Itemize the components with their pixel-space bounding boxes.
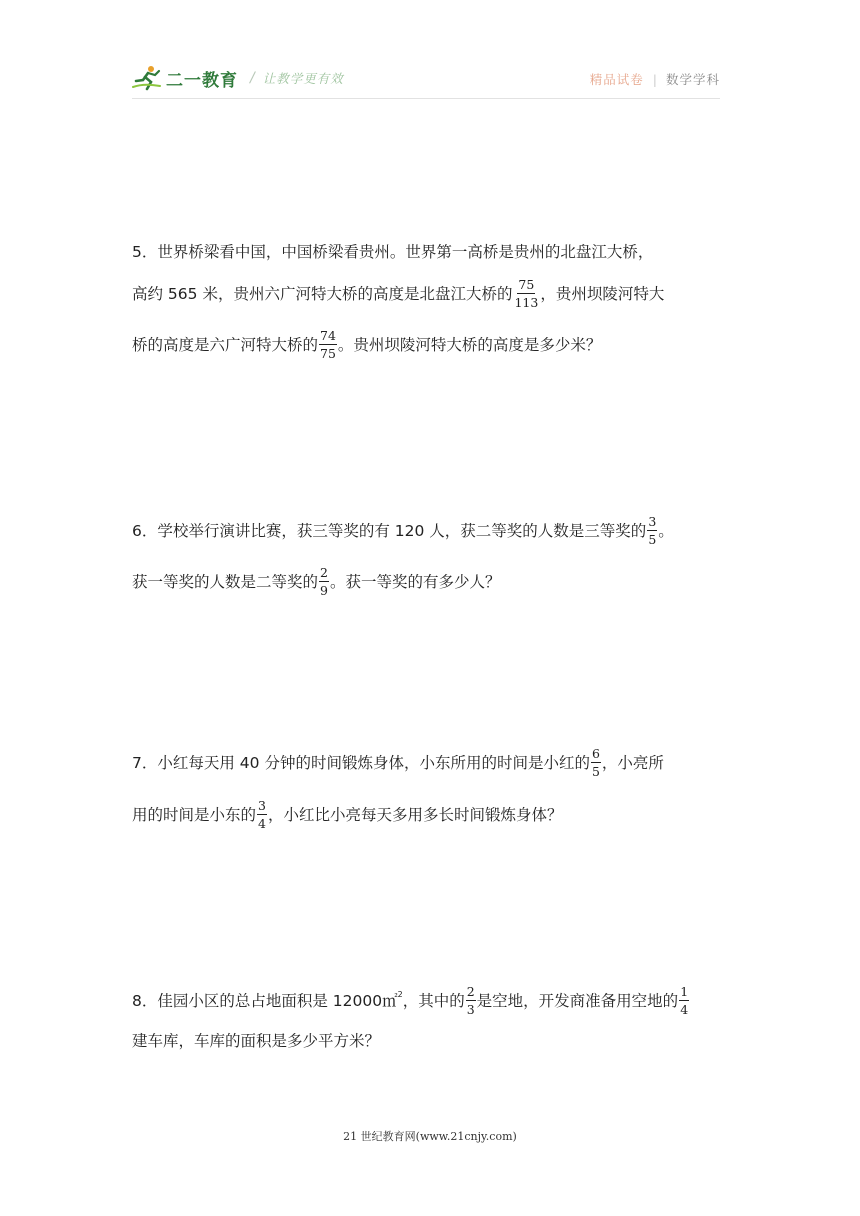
superscript: 2 [397, 989, 403, 999]
question-line [132, 566, 500, 596]
fraction-denominator: 75 [320, 345, 336, 361]
question-text: ，小红比小亮每天多用多长时间锻炼身体？ [267, 806, 563, 824]
question-text: 高约 565 米，贵州六广河特大桥的高度是北盘江大桥的 [132, 285, 513, 303]
fraction-numerator: 3 [648, 513, 657, 529]
fraction-numerator: 6 [591, 745, 600, 761]
question-text: ，小亮所 [601, 754, 664, 772]
question-text: 建车库，车库的面积是多少平方米？ [132, 1032, 381, 1050]
question-line [132, 985, 690, 1015]
question-line [132, 236, 653, 266]
fraction-denominator: 3 [466, 1001, 475, 1017]
fraction-denominator: 5 [648, 531, 657, 547]
fraction [257, 798, 267, 831]
page-footer: 21 世纪教育网(www.21cnjy.com) [343, 1130, 517, 1143]
question-text: 。获一等奖的有多少人？ [329, 573, 501, 591]
fraction [647, 514, 657, 547]
question-text: 。 [658, 522, 674, 540]
fraction [319, 565, 329, 598]
question-text: 8．佳园小区的总占地面积是 12000㎡ [132, 992, 398, 1010]
fraction [513, 277, 539, 310]
brand-name: 二一教育 [166, 70, 238, 91]
header-separator: | [652, 71, 657, 87]
question-line [132, 515, 674, 545]
fraction-numerator: 3 [258, 797, 266, 813]
brand-logo [132, 64, 344, 92]
question-line [132, 747, 664, 777]
question-text: 获一等奖的人数是二等奖的 [132, 573, 319, 591]
page-header [132, 64, 720, 100]
fraction-numerator: 74 [320, 327, 336, 343]
question-line [132, 799, 562, 829]
fraction-numerator: 2 [320, 564, 328, 580]
question-text: 是空地，开发商准备用空地的 [476, 992, 679, 1010]
header-category: 精品试卷 [589, 72, 644, 87]
fraction [319, 328, 337, 361]
header-divider [132, 98, 720, 99]
question-text: 7．小红每天用 40 分钟的时间锻炼身体，小东所用的时间是小红的 [132, 754, 590, 772]
fraction-denominator: 113 [514, 294, 539, 310]
fraction-numerator: 1 [680, 983, 689, 999]
fraction-numerator: 75 [518, 276, 535, 292]
brand-slogan: 让教学更有效 [262, 71, 344, 86]
fraction-denominator: 5 [591, 763, 600, 779]
question-text: 。贵州坝陵河特大桥的高度是多少米？ [337, 336, 602, 354]
question-text: 6．学校举行演讲比赛，获三等奖的有 120 人，获二等奖的人数是三等奖的 [132, 522, 647, 540]
question-text: ，贵州坝陵河特大 [540, 285, 665, 303]
question-text: 5．世界桥梁看中国，中国桥梁看贵州。世界第一高桥是贵州的北盘江大桥， [132, 243, 654, 261]
slogan-separator: / [250, 70, 255, 86]
fraction-denominator: 4 [258, 815, 266, 831]
question-line [132, 329, 601, 359]
question-text: 桥的高度是六广河特大桥的 [132, 336, 319, 354]
header-meta [590, 70, 720, 88]
fraction-numerator: 2 [466, 983, 475, 999]
fraction-denominator: 9 [320, 582, 328, 598]
fraction [679, 984, 689, 1017]
question-text: 用的时间是小东的 [132, 806, 257, 824]
question-line [132, 1025, 380, 1055]
runner-logo-icon [132, 65, 162, 91]
header-subject: 数学学科 [665, 72, 720, 87]
fraction [591, 746, 601, 779]
fraction [466, 984, 476, 1017]
question-line [132, 278, 664, 308]
fraction-denominator: 4 [680, 1001, 689, 1017]
question-text: ，其中的 [402, 992, 465, 1010]
